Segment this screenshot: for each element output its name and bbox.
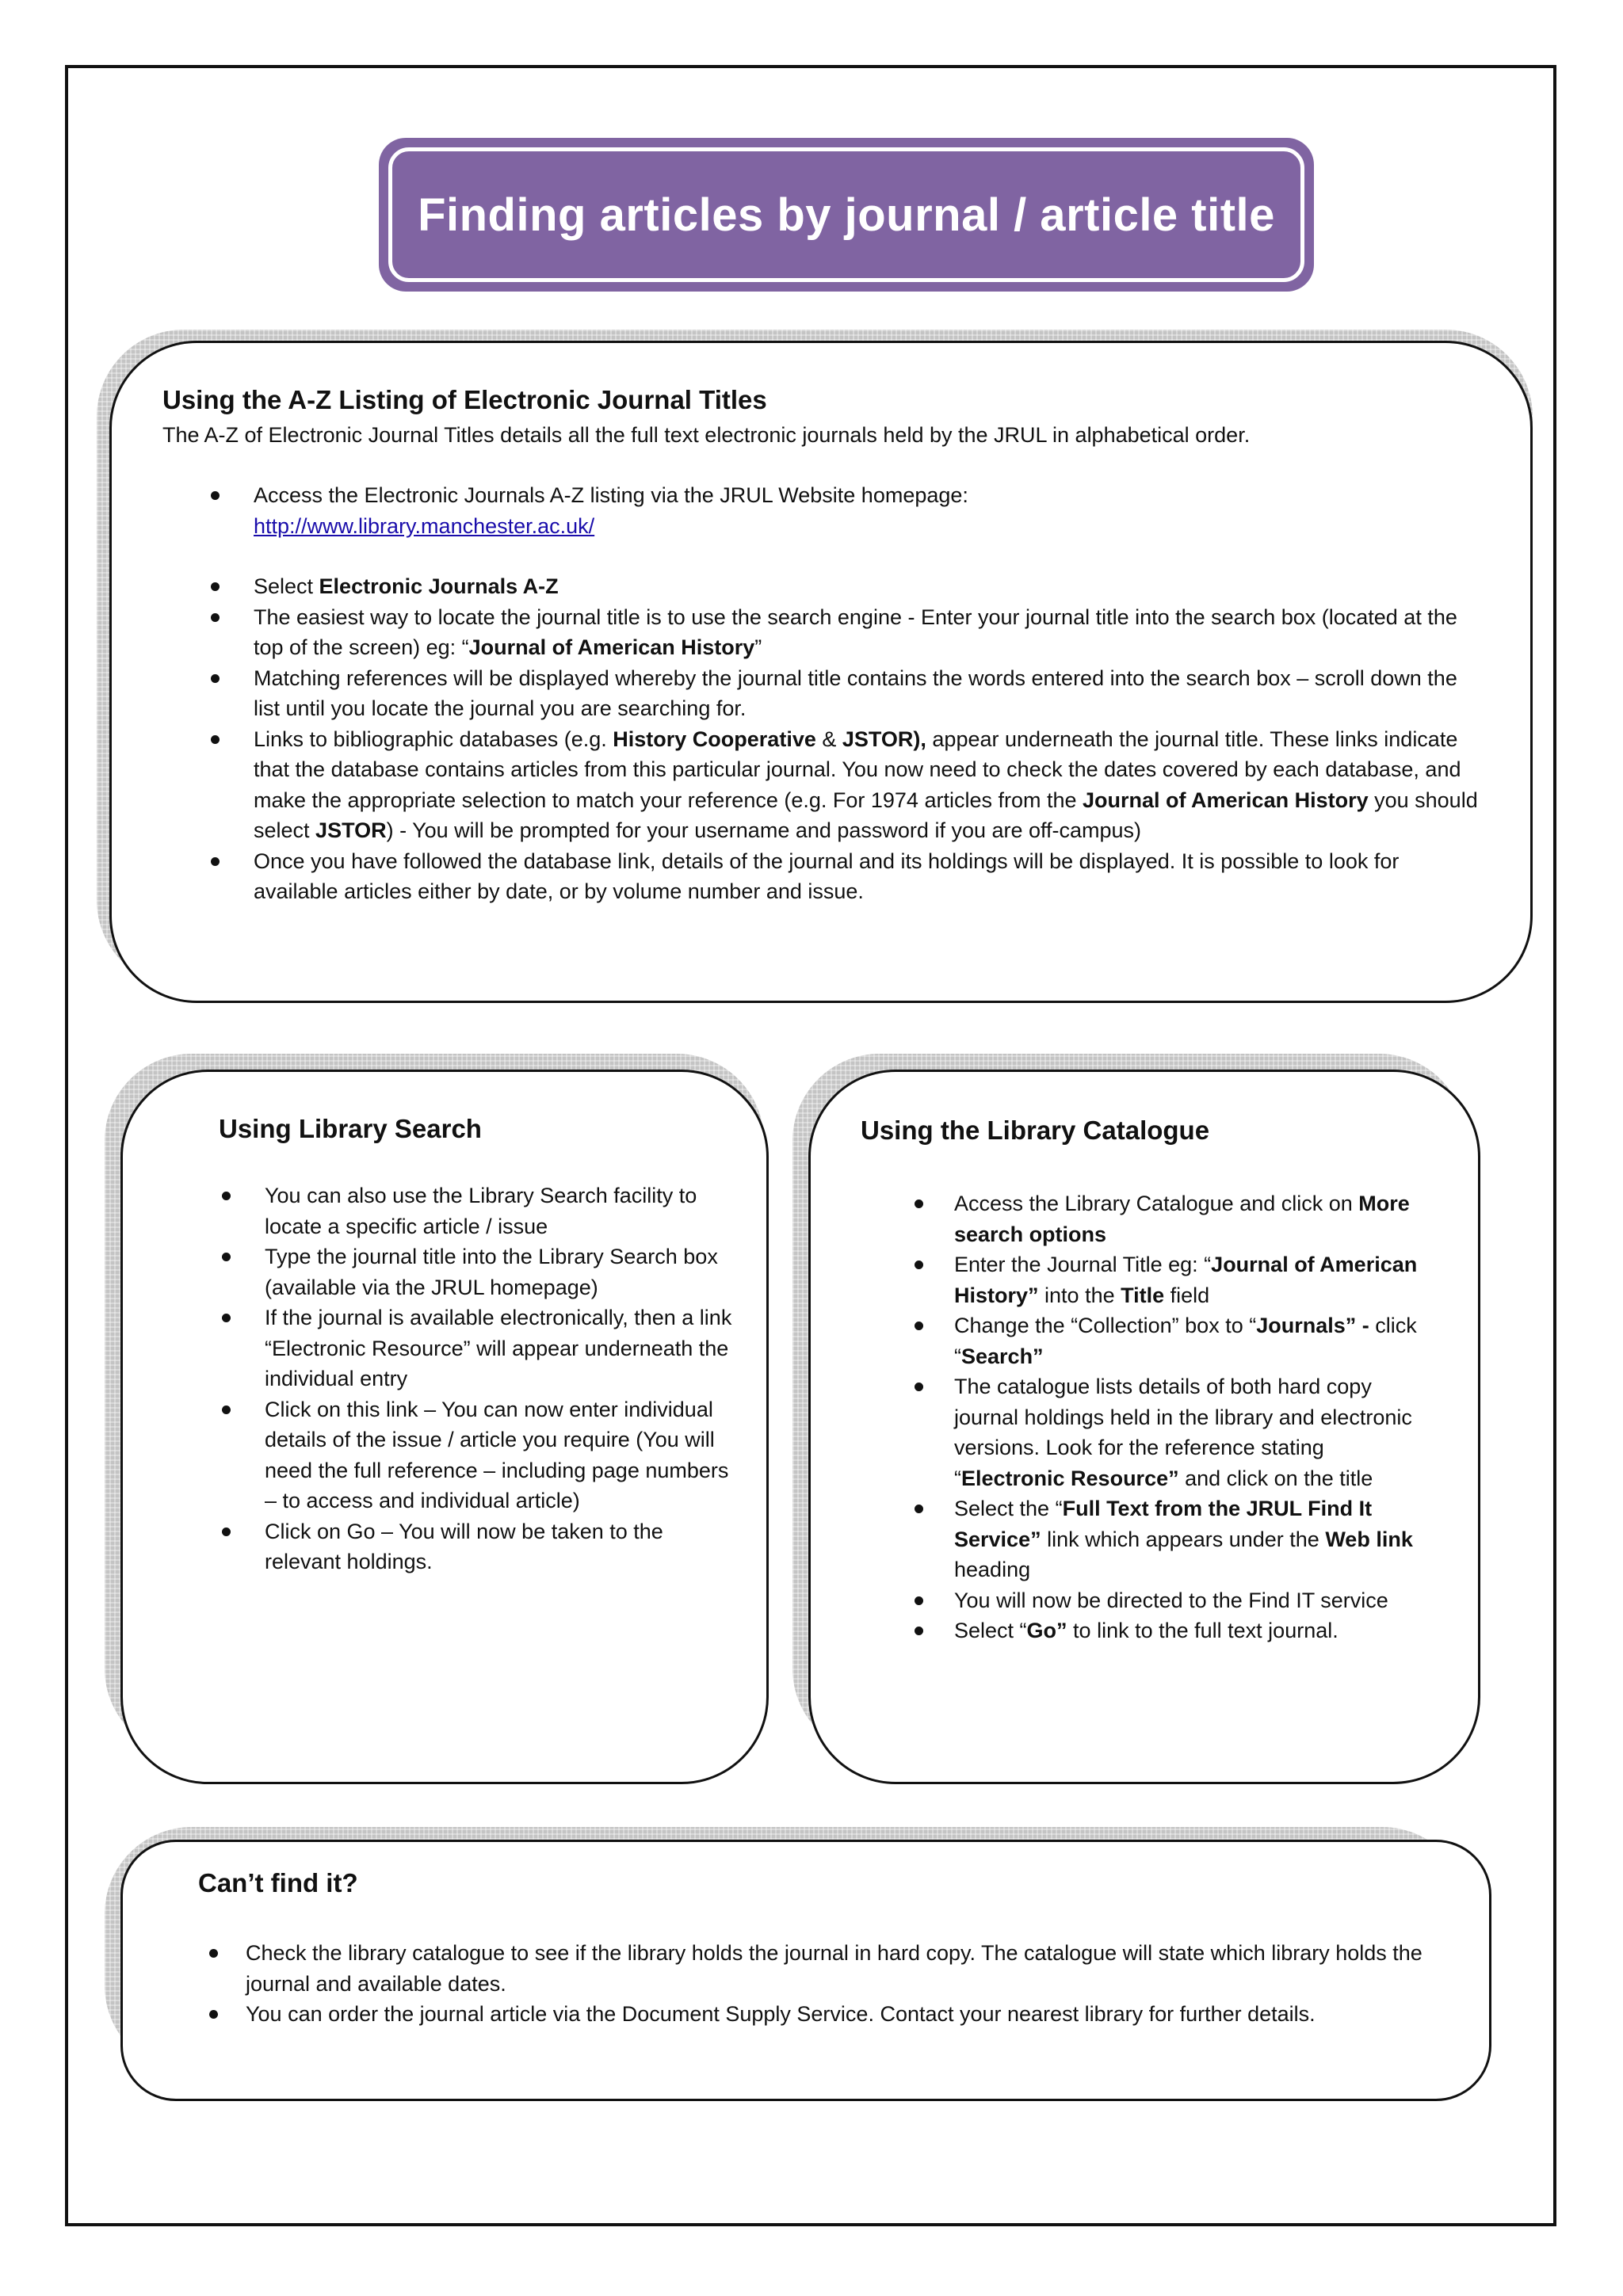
list-item <box>246 1999 1466 2030</box>
list-item <box>265 1241 740 1302</box>
catalogue-item7-pre: Select “ <box>954 1619 1027 1642</box>
bullet-icon <box>211 491 220 500</box>
list-item <box>954 1310 1430 1371</box>
list-item <box>254 724 1480 846</box>
az-intro: The A-Z of Electronic Journal Titles details all the full text electronic journals held by the JRUL in alphabetical order. <box>162 423 1251 447</box>
bullet-icon <box>222 1253 231 1261</box>
az-item3-pre: The easiest way to locate the journal title is to use the search engine - Enter your journal title into the search box (located at the top of the screen) eg: “ <box>254 605 1457 659</box>
bullet-icon <box>915 1322 923 1330</box>
catalogue-item5-pre: Select the “ <box>954 1497 1063 1520</box>
list-item <box>254 846 1480 907</box>
search-item4: Click on this link – You can now enter individual details of the issue / article you require (You will need the full reference – including page numbers – to access and individual article) <box>265 1397 729 1512</box>
list-spacer <box>254 541 1480 571</box>
bullet-icon <box>222 1192 231 1200</box>
catalogue-item5-bold: Full Text from the JRUL Find It Service” <box>954 1497 1373 1551</box>
az-item5-c: & <box>815 727 842 751</box>
catalogue-item2-bold: Journal of American History” <box>954 1253 1418 1307</box>
list-item <box>954 1249 1430 1310</box>
cant-heading: Can’t find it? <box>198 1868 358 1897</box>
catalogue-item7-post: to link to the full text journal. <box>1067 1619 1338 1642</box>
title-banner <box>379 138 1314 292</box>
list-item <box>254 480 1480 541</box>
catalogue-list <box>954 1188 1430 1646</box>
az-item5-h: JSTOR <box>315 818 387 842</box>
az-item5-b: History Cooperative <box>613 727 816 751</box>
bullet-icon <box>211 674 220 683</box>
list-item <box>254 663 1480 724</box>
az-item5-a: Links to bibliographic databases (e.g. <box>254 727 613 751</box>
bullet-icon <box>915 1505 923 1513</box>
bullet-icon <box>222 1527 231 1536</box>
catalogue-item2-bold2: Title <box>1121 1283 1165 1307</box>
bullet-icon <box>915 1383 923 1391</box>
list-item <box>254 602 1480 663</box>
catalogue-item3-pre: Change the “Collection” box to “ <box>954 1314 1257 1337</box>
catalogue-item7-bold: Go” <box>1026 1619 1067 1642</box>
catalogue-item3-mid: click “ <box>954 1314 1417 1368</box>
az-item5-f: Journal of American History <box>1083 788 1369 812</box>
bullet-icon <box>211 735 220 744</box>
list-item <box>265 1180 740 1241</box>
search-list <box>265 1180 740 1577</box>
az-item5-g: you should select <box>254 788 1478 842</box>
catalogue-item3-bold: Journals” - <box>1256 1314 1369 1337</box>
list-item <box>265 1394 740 1516</box>
bullet-icon <box>209 1949 218 1958</box>
az-item4-text: Matching references will be displayed whereby the journal title contains the words entered into the search box – scroll down the list until you locate the journal you are searching for. <box>254 666 1457 720</box>
cant-item1: Check the library catalogue to see if the library holds the journal in hard copy. The catalogue will state which library holds the journal and available dates. <box>246 1941 1423 1996</box>
list-item <box>246 1938 1466 1999</box>
az-item5-i: ) - You will be prompted for your username and password if you are off-campus) <box>386 818 1142 842</box>
bullet-icon <box>211 582 220 591</box>
catalogue-item4-post: and click on the title <box>1178 1466 1373 1490</box>
list-item <box>954 1615 1430 1646</box>
page-title: Finding articles by journal / article title <box>418 189 1275 241</box>
search-item1: You can also use the Library Search facility to locate a specific article / issue <box>265 1184 697 1238</box>
bullet-icon <box>915 1199 923 1208</box>
list-item <box>954 1371 1430 1493</box>
catalogue-item4-pre: The catalogue lists details of both hard copy journal holdings held in the library and electronic versions. Look for the reference stating “ <box>954 1375 1412 1490</box>
bullet-icon <box>915 1627 923 1635</box>
az-item2-bold: Electronic Journals A-Z <box>319 574 559 598</box>
catalogue-item5-mid: link which appears under the <box>1041 1527 1326 1551</box>
az-heading: Using the A-Z Listing of Electronic Journal Titles <box>162 385 767 414</box>
az-item3-bold: Journal of American History <box>468 635 755 659</box>
catalogue-heading: Using the Library Catalogue <box>861 1116 1210 1145</box>
catalogue-item2-post: field <box>1164 1283 1210 1307</box>
catalogue-item2-mid: into the <box>1038 1283 1121 1307</box>
search-heading: Using Library Search <box>219 1114 482 1143</box>
az-item5-d: JSTOR), <box>842 727 926 751</box>
catalogue-item4-bold: Electronic Resource” <box>961 1466 1179 1490</box>
catalogue-item2-pre: Enter the Journal Title eg: “ <box>954 1253 1212 1276</box>
catalogue-item6: You will now be directed to the Find IT service <box>954 1588 1388 1612</box>
list-item <box>954 1493 1430 1585</box>
cant-list <box>246 1938 1466 2030</box>
catalogue-item5-bold2: Web link <box>1325 1527 1413 1551</box>
az-item6-text: Once you have followed the database link, details of the journal and its holdings will be displayed. It is possible to look for available articles either by date, or by volume number and issue. <box>254 849 1400 903</box>
az-item1-text: Access the Electronic Journals A-Z listing via the JRUL Website homepage: <box>254 483 968 507</box>
jrul-homepage-link[interactable]: http://www.library.manchester.ac.uk/ <box>254 513 595 538</box>
bullet-icon <box>211 857 220 866</box>
bullet-icon <box>915 1261 923 1269</box>
list-item <box>254 571 1480 602</box>
az-list <box>254 480 1480 907</box>
list-item <box>265 1516 740 1577</box>
catalogue-item1-pre: Access the Library Catalogue and click on <box>954 1192 1359 1215</box>
az-item3-post: ” <box>754 635 762 659</box>
az-item5-e: appear underneath the journal title. These links indicate that the database contains articles from this particular journal. You now need to check the dates covered by each database, and make the appropriate selection to match your reference (e.g. For 1974 articles from the <box>254 727 1461 812</box>
bullet-icon <box>209 2010 218 2019</box>
search-item2: Type the journal title into the Library Search box (available via the JRUL homepage) <box>265 1245 718 1299</box>
az-item2-pre: Select <box>254 574 319 598</box>
list-item <box>954 1585 1430 1616</box>
search-item3: If the journal is available electronically, then a link “Electronic Resource” will appear underneath the individual entry <box>265 1306 732 1390</box>
catalogue-item3-bold2: Search” <box>961 1344 1044 1368</box>
search-item5: Click on Go – You will now be taken to the relevant holdings. <box>265 1519 663 1573</box>
list-item <box>954 1188 1430 1249</box>
list-item <box>265 1302 740 1394</box>
catalogue-item1-bold: More search options <box>954 1192 1410 1246</box>
bullet-icon <box>222 1405 231 1414</box>
catalogue-item5-post: heading <box>954 1558 1031 1581</box>
title-banner-inner <box>388 147 1304 282</box>
bullet-icon <box>211 613 220 622</box>
cant-item2: You can order the journal article via the Document Supply Service. Contact your nearest library for further details. <box>246 2002 1316 2026</box>
bullet-icon <box>222 1314 231 1322</box>
bullet-icon <box>915 1596 923 1605</box>
